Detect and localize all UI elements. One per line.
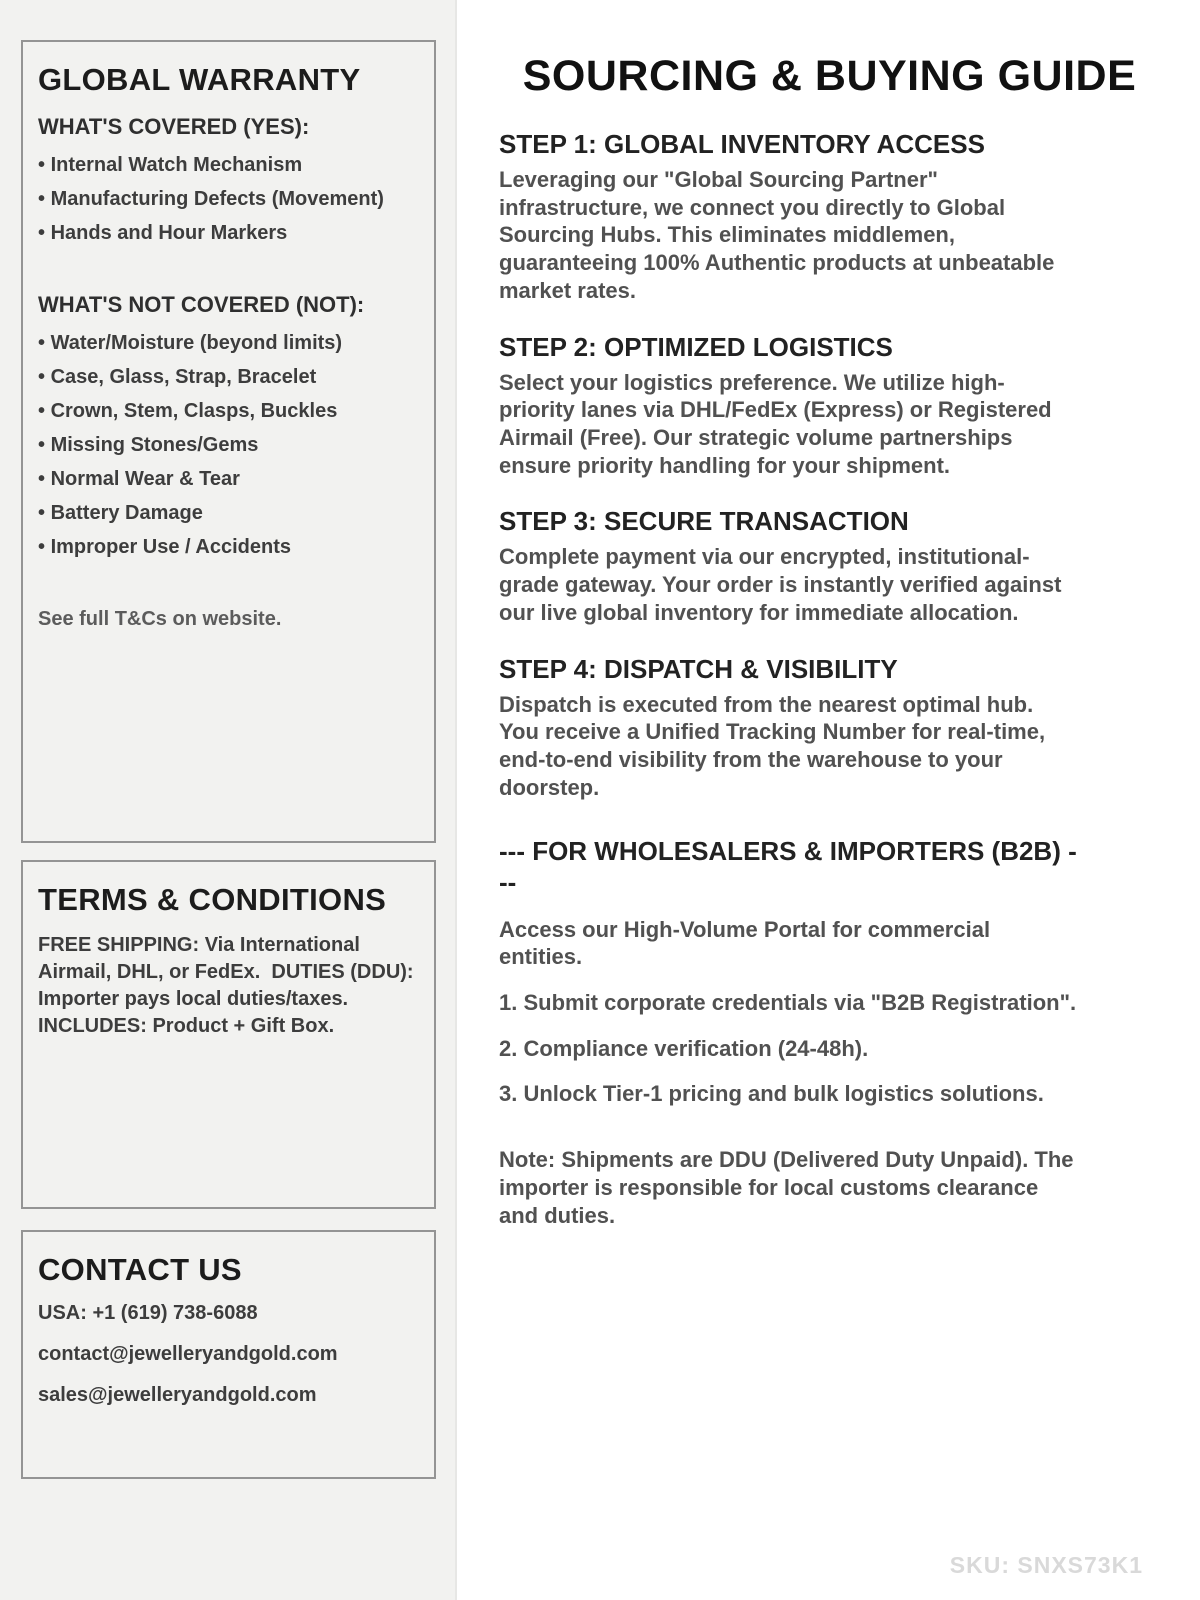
step-1-body: Leveraging our "Global Sourcing Partner" infrastructure, we connect you directly to Global Sourcing Hubs. This eliminates middlemen, guaranteeing 100% Authentic products at unbeatable market rates. (499, 167, 1055, 303)
terms-body: FREE SHIPPING: Via International Airmail, DHL, or FedEx. DUTIES (DDU): Importer pays local duties/taxes. INCLUDES: Product + Gift Box. (38, 933, 420, 1038)
b2b-note: Note: Shipments are DDU (Delivered Duty Unpaid). The importer is responsible for local customs clearance and duties. (499, 1147, 1074, 1228)
sidebar (0, 0, 457, 1600)
step-3-section (499, 506, 1077, 626)
step-3-body: Complete payment via our encrypted, institutional-grade gateway. Your order is instantly verified against our live global inventory for immediate allocation. (499, 544, 1062, 625)
list-item: • Manufacturing Defects (Movement) (38, 182, 419, 216)
list-item: • Water/Moisture (beyond limits) (38, 326, 419, 360)
b2b-item-2: 2. Compliance verification (24-48h). (499, 1035, 869, 1061)
terms-title: TERMS & CONDITIONS (38, 882, 387, 917)
main-content (459, 0, 1200, 1600)
step-2-heading: STEP 2: OPTIMIZED LOGISTICS (499, 331, 893, 362)
list-item: • Crown, Stem, Clasps, Buckles (38, 394, 419, 428)
step-4-heading: STEP 4: DISPATCH & VISIBILITY (499, 653, 898, 684)
b2b-item-3: 3. Unlock Tier-1 pricing and bulk logistics solutions. (499, 1081, 1044, 1107)
terms-conditions-panel (21, 860, 436, 1209)
contact-us-panel (21, 1230, 436, 1479)
contact-phone: USA: +1 (619) 738-6088 (38, 1301, 258, 1324)
list-item: • Improper Use / Accidents (38, 530, 419, 564)
contact-title: CONTACT US (38, 1252, 242, 1287)
covered-heading: WHAT'S COVERED (YES): (38, 113, 310, 139)
b2b-heading: --- FOR WHOLESALERS & IMPORTERS (B2B) --- (499, 835, 1077, 897)
b2b-item-1: 1. Submit corporate credentials via "B2B Registration". (499, 989, 1077, 1015)
step-2-section (499, 332, 1077, 480)
guide-content (499, 129, 1077, 1229)
list-item: • Case, Glass, Strap, Bracelet (38, 360, 419, 394)
not-covered-list (38, 326, 419, 564)
page-title: SOURCING & BUYING GUIDE (522, 52, 1137, 100)
step-1-section (499, 129, 1077, 305)
contact-email-sales: sales@jewelleryandgold.com (38, 1383, 317, 1406)
list-item: • Battery Damage (38, 496, 419, 530)
sku-label: SKU: SNXS73K1 (949, 1552, 1143, 1578)
warranty-footnote: See full T&Cs on website. (38, 607, 282, 630)
global-warranty-panel (21, 40, 436, 843)
step-3-heading: STEP 3: SECURE TRANSACTION (499, 506, 909, 537)
warranty-title: GLOBAL WARRANTY (38, 62, 361, 97)
contact-email-primary: contact@jewelleryandgold.com (38, 1342, 338, 1365)
list-item: • Internal Watch Mechanism (38, 148, 419, 182)
list-item: • Hands and Hour Markers (38, 216, 419, 250)
not-covered-heading: WHAT'S NOT COVERED (NOT): (38, 291, 365, 317)
b2b-intro: Access our High-Volume Portal for commercial entities. (499, 916, 991, 970)
list-item: • Missing Stones/Gems (38, 428, 419, 462)
covered-list (38, 148, 419, 250)
step-1-heading: STEP 1: GLOBAL INVENTORY ACCESS (499, 129, 985, 159)
step-4-section (499, 654, 1077, 802)
list-item: • Normal Wear & Tear (38, 462, 419, 496)
step-2-body: Select your logistics preference. We utilize high-priority lanes via DHL/FedEx (Express) or Registered Airmail (Free). Our strategic volume partnerships ensure priority handling for your shipment. (499, 369, 1052, 478)
b2b-section (499, 836, 1077, 1230)
step-4-body: Dispatch is executed from the nearest optimal hub. You receive a Unified Tracking Number for real-time, end-to-end visibility from the warehouse to your doorstep. (499, 691, 1046, 800)
